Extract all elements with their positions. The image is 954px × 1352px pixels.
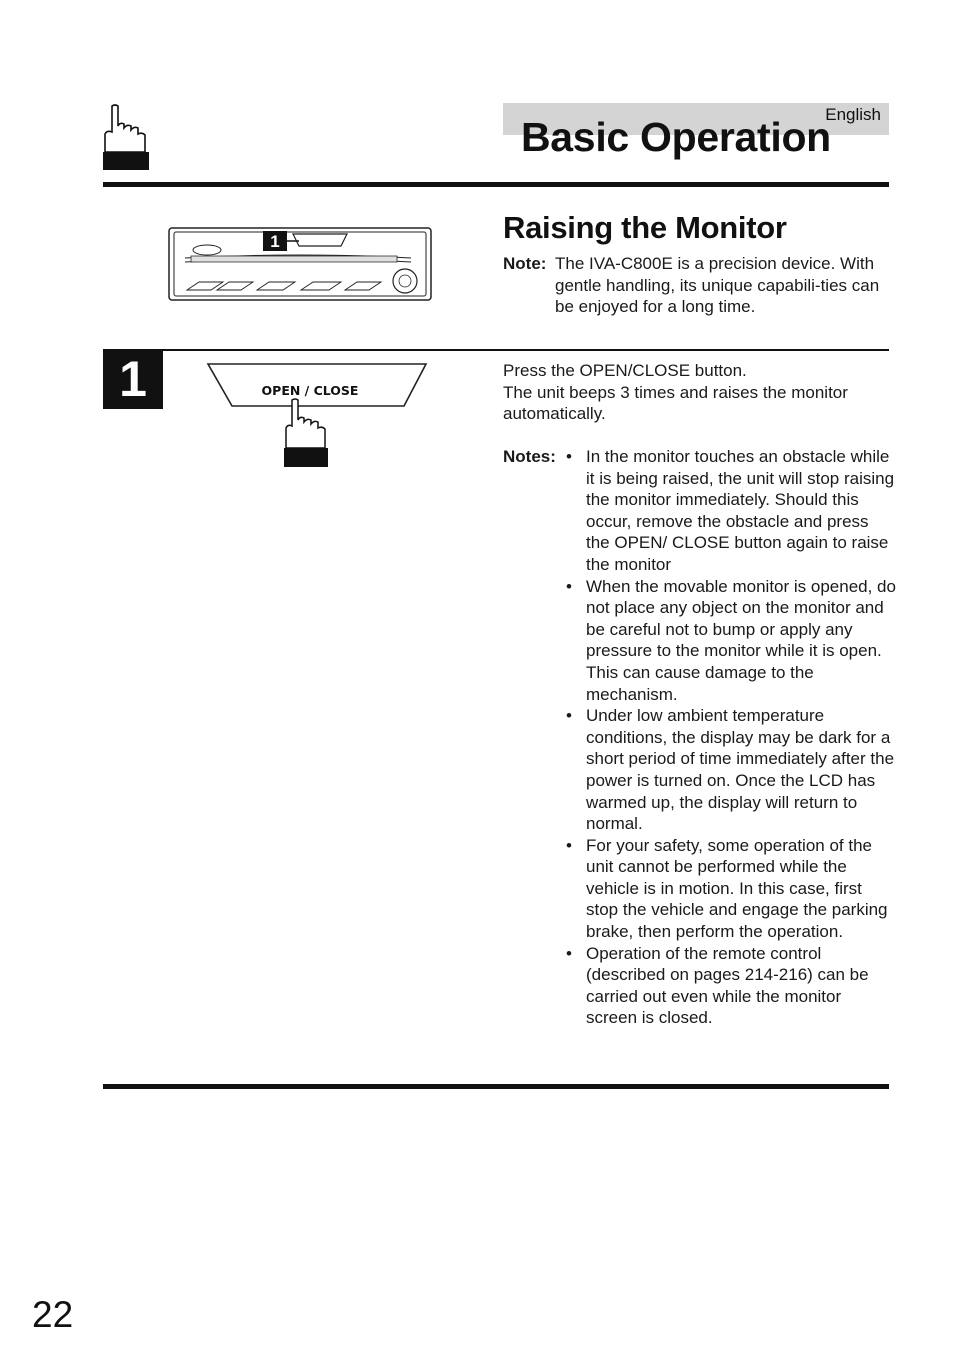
note-item-text: For your safety, some operation of the unit cannot be performed while the vehicle is in motion. In this case, first stop the vehicle and engage the parking brake, then perform the operation. <box>586 835 888 942</box>
list-item: • In the monitor touches an obstacle while it is being raised, the unit will stop raising the monitor immediately. Should this occur, remove the obstacle and press the OPEN/ CLOSE button again to raise the monitor <box>566 447 895 574</box>
precision-note <box>503 253 893 318</box>
notes-label: Notes: <box>503 447 556 466</box>
list-item: • Under low ambient temperature conditions, the display may be dark for a short period of time immediately after the power is turned on. Once the LCD has warmed up, the display will return to normal. <box>566 706 895 834</box>
unit-callout-number: 1 <box>270 232 280 251</box>
pointing-hand-icon <box>103 104 149 170</box>
list-item: • Operation of the remote control (described on pages 214-216) can be carried out even while the monitor screen is closed. <box>566 943 869 1028</box>
instruction-line: The unit beeps 3 times and raises the monitor automatically. <box>503 382 848 424</box>
list-item: • For your safety, some operation of the unit cannot be performed while the vehicle is in motion. In this case, first stop the vehicle and engage the parking brake, then perform the operation. <box>566 835 888 942</box>
step-instructions <box>503 360 893 425</box>
note-item-text: When the movable monitor is opened, do not place any object on the monitor and be careful not to bump or apply any pressure to the monitor while it is open. This can cause damage to the mechanism. <box>586 576 896 704</box>
note-text: The IVA-C800E is a precision device. With gentle handling, its unique capabili-ties can be enjoyed for a long time. <box>555 254 880 317</box>
note-label: Note: <box>503 254 547 273</box>
header-divider <box>103 182 889 187</box>
section-title: Raising the Monitor <box>503 210 787 245</box>
page-number: 22 <box>32 1294 74 1335</box>
note-item-text: In the monitor touches an obstacle while it is being raised, the unit will stop raising the monitor immediately. Should this occur, remove the obstacle and press the OPEN/ CLOSE button again to raise the monitor <box>586 447 895 574</box>
language-label: English <box>825 105 881 124</box>
list-item: • When the movable monitor is opened, do not place any object on the monitor and be careful not to bump or apply any pressure to the monitor while it is open. This can cause damage to the mechanism. <box>566 576 896 704</box>
instruction-line: Press the OPEN/CLOSE button. <box>503 361 747 380</box>
note-item-text: Under low ambient temperature conditions, the display may be dark for a short period of time immediately after the power is turned on. Once the LCD has warmed up, the display will return to normal. <box>586 706 895 834</box>
section-end-divider <box>103 1084 889 1089</box>
step-divider <box>163 349 889 351</box>
chapter-title: Basic Operation <box>521 114 831 160</box>
open-close-button-label: OPEN / CLOSE <box>261 383 359 398</box>
step-number-badge: 1 <box>103 349 163 409</box>
pressing-hand-icon <box>284 399 328 467</box>
open-close-button-illustration <box>204 360 430 472</box>
head-unit-illustration <box>165 224 435 306</box>
notes-list <box>566 446 896 1029</box>
note-item-text: Operation of the remote control (described on pages 214-216) can be carried out even while the monitor screen is closed. <box>586 943 869 1028</box>
